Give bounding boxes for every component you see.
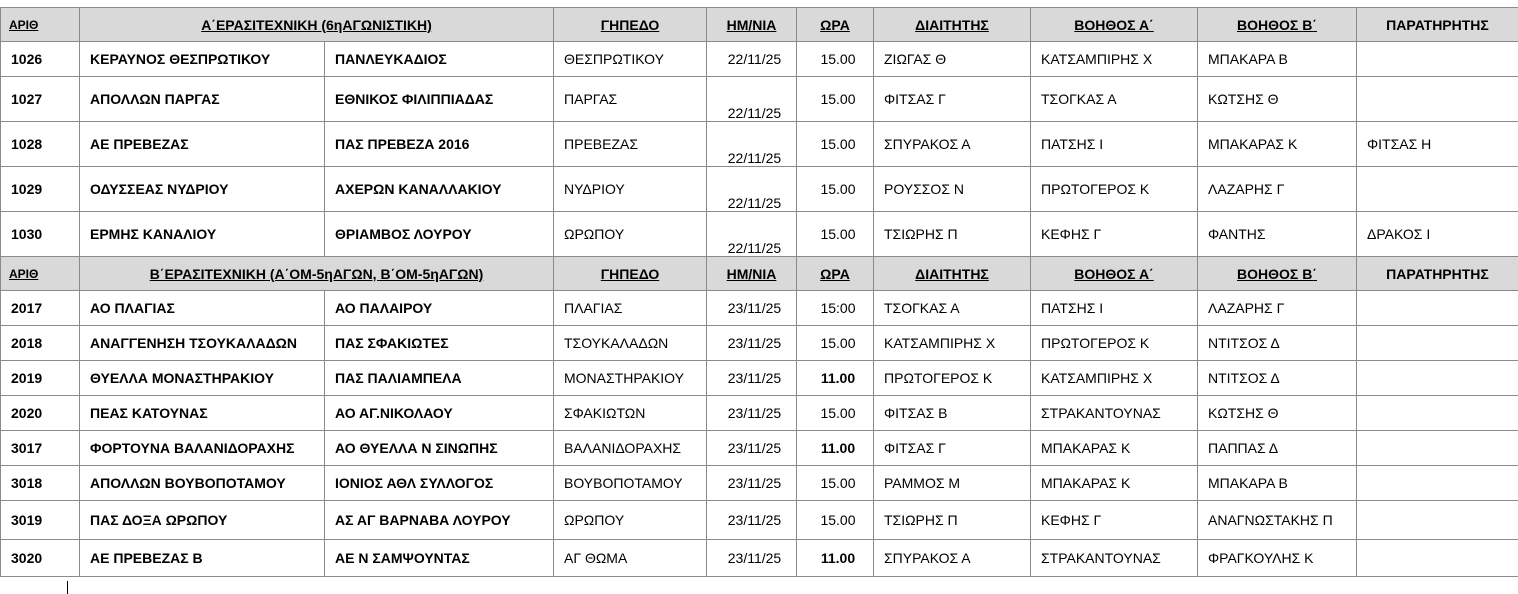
venue[interactable]: ΝΥΔΡΙΟΥ	[554, 167, 707, 212]
observer[interactable]	[1357, 396, 1518, 431]
header-assistant-b[interactable]: ΒΟΗΘΟΣ Β΄	[1198, 8, 1357, 42]
assistant-b[interactable]: ΚΩΤΣΗΣ Θ	[1198, 77, 1357, 122]
venue[interactable]: ΘΕΣΠΡΩΤΙΚΟΥ	[554, 42, 707, 77]
venue[interactable]: ΩΡΩΠΟΥ	[554, 212, 707, 257]
match-time[interactable]: 15.00	[797, 501, 874, 540]
venue[interactable]: ΠΑΡΓΑΣ	[554, 77, 707, 122]
home-team[interactable]: ΟΔΥΣΣΕΑΣ ΝΥΔΡΙΟΥ	[80, 167, 325, 212]
table-row	[1, 431, 1518, 466]
assistant-a[interactable]: ΠΑΤΣΗΣ Ι	[1031, 291, 1198, 326]
match-number[interactable]: 3019	[1, 501, 80, 540]
referee[interactable]: ΣΠΥΡΑΚΟΣ Α	[874, 122, 1031, 167]
header-time[interactable]: ΩΡΑ	[797, 8, 874, 42]
assistant-a[interactable]: ΚΕΦΗΣ Γ	[1031, 212, 1198, 257]
assistant-a[interactable]: ΠΑΤΣΗΣ Ι	[1031, 122, 1198, 167]
home-team[interactable]: ΦΟΡΤΟΥΝΑ ΒΑΛΑΝΙΔΟΡΑΧΗΣ	[80, 431, 325, 466]
assistant-b[interactable]: ΝΤΙΤΣΟΣ Δ	[1198, 326, 1357, 361]
match-time[interactable]: 15.00	[797, 42, 874, 77]
match-date[interactable]: 22/11/25	[707, 42, 797, 77]
table-row	[1, 77, 1518, 122]
match-number[interactable]: 2018	[1, 326, 80, 361]
observer[interactable]	[1357, 42, 1518, 77]
observer[interactable]	[1357, 167, 1518, 212]
table-row	[1, 122, 1518, 167]
home-team[interactable]: ΑΠΟΛΛΩΝ ΒΟΥΒΟΠΟΤΑΜΟΥ	[80, 466, 325, 501]
assistant-b[interactable]: ΝΤΙΤΣΟΣ Δ	[1198, 361, 1357, 396]
home-team[interactable]: ΑΟ ΠΛΑΓΙΑΣ	[80, 291, 325, 326]
header-assistant-a[interactable]: ΒΟΗΘΟΣ Α΄	[1031, 8, 1198, 42]
away-team[interactable]: ΠΑΣ ΠΑΛΙΑΜΠΕΛΑ	[325, 361, 554, 396]
match-number[interactable]: 1029	[1, 167, 80, 212]
assistant-b[interactable]: ΛΑΖΑΡΗΣ Γ	[1198, 291, 1357, 326]
header-referee[interactable]: ΔΙΑΙΤΗΤΗΣ	[874, 257, 1031, 291]
home-team[interactable]: ΠΕΑΣ ΚΑΤΟΥΝΑΣ	[80, 396, 325, 431]
observer[interactable]: ΔΡΑΚΟΣ Ι	[1357, 212, 1518, 257]
referee[interactable]: ΚΑΤΣΑΜΠΙΡΗΣ Χ	[874, 326, 1031, 361]
home-team[interactable]: ΚΕΡΑΥΝΟΣ ΘΕΣΠΡΩΤΙΚΟΥ	[80, 42, 325, 77]
away-team[interactable]: ΠΑΣ ΠΡΕΒΕΖΑ 2016	[325, 122, 554, 167]
match-date[interactable]: 23/11/25	[707, 396, 797, 431]
table-row	[1, 326, 1518, 361]
match-time[interactable]: 15.00	[797, 77, 874, 122]
header-venue[interactable]: ΓΗΠΕΔΟ	[554, 8, 707, 42]
assistant-b[interactable]: ΛΑΖΑΡΗΣ Γ	[1198, 167, 1357, 212]
observer[interactable]	[1357, 361, 1518, 396]
away-team[interactable]: ΑΟ ΑΓ.ΝΙΚΟΛΑΟΥ	[325, 396, 554, 431]
away-team[interactable]: ΘΡΙΑΜΒΟΣ ΛΟΥΡΟΥ	[325, 212, 554, 257]
match-time[interactable]: 11.00	[797, 431, 874, 466]
assistant-a[interactable]: ΣΤΡΑΚΑΝΤΟΥΝΑΣ	[1031, 540, 1198, 577]
referee[interactable]: ΤΣΙΩΡΗΣ Π	[874, 212, 1031, 257]
away-team[interactable]: ΙΟΝΙΟΣ ΑΘΛ ΣΥΛΛΟΓΟΣ	[325, 466, 554, 501]
section-a-header	[1, 8, 1518, 42]
header-venue[interactable]: ΓΗΠΕΔΟ	[554, 257, 707, 291]
home-team[interactable]: ΑΕ ΠΡΕΒΕΖΑΣ Β	[80, 540, 325, 577]
table-row	[1, 167, 1518, 212]
header-observer[interactable]: ΠΑΡΑΤΗΡΗΤΗΣ	[1357, 8, 1518, 42]
match-date[interactable]: 23/11/25	[707, 361, 797, 396]
referee[interactable]: ΦΙΤΣΑΣ Γ	[874, 77, 1031, 122]
referee[interactable]: ΠΡΩΤΟΓΕΡΟΣ Κ	[874, 361, 1031, 396]
match-time[interactable]: 15.00	[797, 466, 874, 501]
header-assistant-a[interactable]: ΒΟΗΘΟΣ Α΄	[1031, 257, 1198, 291]
match-number[interactable]: 2019	[1, 361, 80, 396]
header-date[interactable]: ΗΜ/ΝΙΑ	[707, 8, 797, 42]
observer[interactable]	[1357, 326, 1518, 361]
match-time[interactable]: 15.00	[797, 396, 874, 431]
match-number[interactable]: 3017	[1, 431, 80, 466]
away-team[interactable]: ΠΑΣ ΣΦΑΚΙΩΤΕΣ	[325, 326, 554, 361]
match-number[interactable]: 1030	[1, 212, 80, 257]
assistant-b[interactable]: ΚΩΤΣΗΣ Θ	[1198, 396, 1357, 431]
venue[interactable]: ΤΣΟΥΚΑΛΑΔΩΝ	[554, 326, 707, 361]
header-referee[interactable]: ΔΙΑΙΤΗΤΗΣ	[874, 8, 1031, 42]
referee[interactable]: ΡΟΥΣΣΟΣ Ν	[874, 167, 1031, 212]
venue[interactable]: ΩΡΩΠΟΥ	[554, 501, 707, 540]
referee[interactable]: ΦΙΤΣΑΣ Γ	[874, 431, 1031, 466]
assistant-a[interactable]: ΠΡΩΤΟΓΕΡΟΣ Κ	[1031, 326, 1198, 361]
home-team[interactable]: ΑΠΟΛΛΩΝ ΠΑΡΓΑΣ	[80, 77, 325, 122]
match-date[interactable]: 22/11/25	[707, 167, 797, 212]
assistant-b[interactable]: ΜΠΑΚΑΡΑΣ Κ	[1198, 122, 1357, 167]
header-no[interactable]: ΑΡΙΘ	[1, 257, 80, 291]
venue[interactable]: ΒΑΛΑΝΙΔΟΡΑΧΗΣ	[554, 431, 707, 466]
table-row	[1, 361, 1518, 396]
match-time[interactable]: 15.00	[797, 212, 874, 257]
away-team[interactable]: ΠΑΝΛΕΥΚΑΔΙΟΣ	[325, 42, 554, 77]
assistant-b[interactable]: ΦΡΑΓΚΟΥΛΗΣ Κ	[1198, 540, 1357, 577]
assistant-a[interactable]: ΚΑΤΣΑΜΠΙΡΗΣ Χ	[1031, 361, 1198, 396]
match-time[interactable]: 11.00	[797, 540, 874, 577]
table-row	[1, 501, 1518, 540]
match-number[interactable]: 2017	[1, 291, 80, 326]
assistant-a[interactable]: ΚΑΤΣΑΜΠΙΡΗΣ Χ	[1031, 42, 1198, 77]
observer[interactable]	[1357, 501, 1518, 540]
referee[interactable]: ΤΣΙΩΡΗΣ Π	[874, 501, 1031, 540]
table-row	[1, 540, 1518, 577]
venue[interactable]: ΣΦΑΚΙΩΤΩΝ	[554, 396, 707, 431]
assistant-b[interactable]: ΜΠΑΚΑΡΑ Β	[1198, 42, 1357, 77]
home-team[interactable]: ΑΝΑΓΓΕΝΗΣΗ ΤΣΟΥΚΑΛΑΔΩΝ	[80, 326, 325, 361]
table-row	[1, 396, 1518, 431]
match-time[interactable]: 15.00	[797, 326, 874, 361]
match-number[interactable]: 1027	[1, 77, 80, 122]
text-cursor	[67, 581, 68, 594]
match-date[interactable]: 23/11/25	[707, 501, 797, 540]
header-observer[interactable]: ΠΑΡΑΤΗΡΗΤΗΣ	[1357, 257, 1518, 291]
assistant-b[interactable]: ΦΑΝΤΗΣ	[1198, 212, 1357, 257]
match-time[interactable]: 15.00	[797, 122, 874, 167]
header-no[interactable]: ΑΡΙΘ	[1, 8, 80, 42]
match-date[interactable]: 22/11/25	[707, 122, 797, 167]
venue[interactable]: ΠΡΕΒΕΖΑΣ	[554, 122, 707, 167]
referee[interactable]: ΖΙΩΓΑΣ Θ	[874, 42, 1031, 77]
match-number[interactable]: 2020	[1, 396, 80, 431]
assistant-b[interactable]: ΜΠΑΚΑΡΑ Β	[1198, 466, 1357, 501]
observer[interactable]	[1357, 431, 1518, 466]
observer[interactable]	[1357, 77, 1518, 122]
match-number[interactable]: 1026	[1, 42, 80, 77]
venue[interactable]: ΠΛΑΓΙΑΣ	[554, 291, 707, 326]
referee[interactable]: ΣΠΥΡΑΚΟΣ Α	[874, 540, 1031, 577]
observer[interactable]: ΦΙΤΣΑΣ Η	[1357, 122, 1518, 167]
fixtures-table	[0, 7, 1518, 577]
match-date[interactable]: 23/11/25	[707, 326, 797, 361]
observer[interactable]	[1357, 291, 1518, 326]
header-assistant-b[interactable]: ΒΟΗΘΟΣ Β΄	[1198, 257, 1357, 291]
table-row	[1, 212, 1518, 257]
header-time[interactable]: ΩΡΑ	[797, 257, 874, 291]
match-time[interactable]: 15.00	[797, 167, 874, 212]
away-team[interactable]: ΑΟ ΠΑΛΑΙΡΟΥ	[325, 291, 554, 326]
assistant-b[interactable]: ΑΝΑΓΝΩΣΤΑΚΗΣ Π	[1198, 501, 1357, 540]
header-date[interactable]: ΗΜ/ΝΙΑ	[707, 257, 797, 291]
venue[interactable]: ΜΟΝΑΣΤΗΡΑΚΙΟΥ	[554, 361, 707, 396]
home-team[interactable]: ΕΡΜΗΣ ΚΑΝΑΛΙΟΥ	[80, 212, 325, 257]
assistant-a[interactable]: ΣΤΡΑΚΑΝΤΟΥΝΑΣ	[1031, 396, 1198, 431]
observer[interactable]	[1357, 540, 1518, 577]
match-date[interactable]: 23/11/25	[707, 540, 797, 577]
table-row	[1, 291, 1518, 326]
match-number[interactable]: 3020	[1, 540, 80, 577]
observer[interactable]	[1357, 466, 1518, 501]
assistant-b[interactable]: ΠΑΠΠΑΣ Δ	[1198, 431, 1357, 466]
referee[interactable]: ΤΣΟΓΚΑΣ Α	[874, 291, 1031, 326]
venue[interactable]: ΒΟΥΒΟΠΟΤΑΜΟΥ	[554, 466, 707, 501]
assistant-a[interactable]: ΜΠΑΚΑΡΑΣ Κ	[1031, 431, 1198, 466]
away-team[interactable]: ΕΘΝΙΚΟΣ ΦΙΛΙΠΠΙΑΔΑΣ	[325, 77, 554, 122]
match-number[interactable]: 3018	[1, 466, 80, 501]
assistant-a[interactable]: ΠΡΩΤΟΓΕΡΟΣ Κ	[1031, 167, 1198, 212]
table-row	[1, 42, 1518, 77]
section-b-title[interactable]: Β΄ΕΡΑΣΙΤΕΧΝΙΚΗ (Α΄ΟΜ-5ηΑΓΩΝ, Β΄ΟΜ-5ηΑΓΩΝ)	[80, 257, 554, 291]
match-date[interactable]: 22/11/25	[707, 77, 797, 122]
section-b-header	[1, 257, 1518, 291]
match-number[interactable]: 1028	[1, 122, 80, 167]
table-row	[1, 466, 1518, 501]
venue[interactable]: ΑΓ ΘΩΜΑ	[554, 540, 707, 577]
match-date[interactable]: 23/11/25	[707, 291, 797, 326]
match-date[interactable]: 23/11/25	[707, 466, 797, 501]
assistant-a[interactable]: ΜΠΑΚΑΡΑΣ Κ	[1031, 466, 1198, 501]
away-team[interactable]: ΑΕ Ν ΣΑΜΨΟΥΝΤΑΣ	[325, 540, 554, 577]
assistant-a[interactable]: ΤΣΟΓΚΑΣ Α	[1031, 77, 1198, 122]
referee[interactable]: ΡΑΜΜΟΣ Μ	[874, 466, 1031, 501]
home-team[interactable]: ΘΥΕΛΛΑ ΜΟΝΑΣΤΗΡΑΚΙΟΥ	[80, 361, 325, 396]
home-team[interactable]: ΠΑΣ ΔΟΞΑ ΩΡΩΠΟΥ	[80, 501, 325, 540]
match-time[interactable]: 11.00	[797, 361, 874, 396]
assistant-a[interactable]: ΚΕΦΗΣ Γ	[1031, 501, 1198, 540]
match-date[interactable]: 23/11/25	[707, 431, 797, 466]
match-date[interactable]: 22/11/25	[707, 212, 797, 257]
away-team[interactable]: ΑΟ ΘΥΕΛΛΑ Ν ΣΙΝΩΠΗΣ	[325, 431, 554, 466]
match-time[interactable]: 15:00	[797, 291, 874, 326]
away-team[interactable]: ΑΧΕΡΩΝ ΚΑΝΑΛΛΑΚΙΟΥ	[325, 167, 554, 212]
home-team[interactable]: ΑΕ ΠΡΕΒΕΖΑΣ	[80, 122, 325, 167]
referee[interactable]: ΦΙΤΣΑΣ Β	[874, 396, 1031, 431]
away-team[interactable]: ΑΣ ΑΓ ΒΑΡΝΑΒΑ ΛΟΥΡΟΥ	[325, 501, 554, 540]
section-a-title[interactable]: Α΄ΕΡΑΣΙΤΕΧΝΙΚΗ (6ηΑΓΩΝΙΣΤΙΚΗ)	[80, 8, 554, 42]
